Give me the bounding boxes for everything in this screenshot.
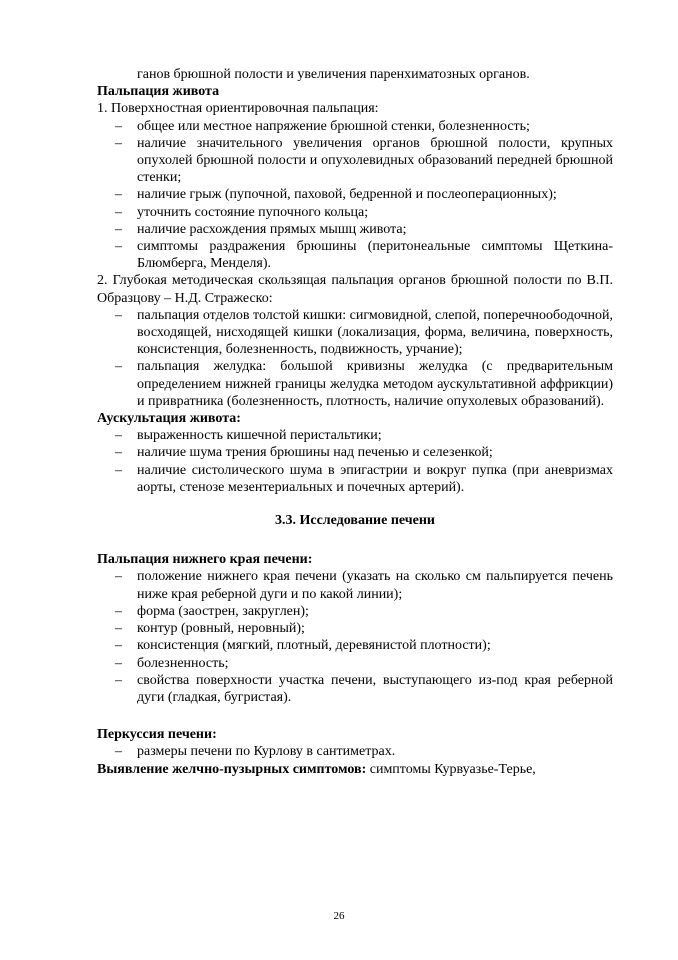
heading-auscultation: Аускультация живота: <box>97 411 241 427</box>
list-item: – общее или местное напряжение брюшной стенки, болезненность; <box>115 118 530 134</box>
paragraph-superficial: 1. Поверхностная ориентировочная пальпация: <box>97 101 379 117</box>
dash-bullet: – <box>115 603 122 619</box>
list-auscultation <box>97 427 613 496</box>
document-page <box>97 66 613 778</box>
dash-bullet: – <box>115 221 122 237</box>
dash-bullet: – <box>115 135 122 151</box>
dash-bullet: – <box>115 118 122 134</box>
dash-bullet: – <box>115 187 122 203</box>
list-item: – пальпация отделов толстой кишки: сигмовидной, слепой, поперечноободочной, восходящей, нисходящей кишки (локализация, форма, величина, поверхность, консистенция, болезненность, подвижность, урчание); <box>115 307 613 358</box>
dash-bullet: – <box>115 672 122 688</box>
list-item: – форма (заострен, закруглен); <box>115 603 309 619</box>
list-item: – болезненность; <box>115 655 229 671</box>
list-item: – размеры печени по Курлову в сантиметрах. <box>115 744 396 760</box>
list-liver-percussion <box>97 743 613 760</box>
list-item: – свойства поверхности участка печени, выступающего из-под края реберной дуги (гладкая, бугристая). <box>115 672 613 705</box>
dash-bullet: – <box>115 462 122 478</box>
gallbladder-heading: Выявление желчно-пузырных симптомов: <box>97 761 367 777</box>
list-item: – наличие значительного увеличения органов брюшной полости, крупных опухолей брюшной полости и опухолевидных образований передней брюшной стенки; <box>115 135 613 186</box>
list-deep-palpation <box>97 307 613 410</box>
list-superficial <box>97 118 613 273</box>
list-item: – уточнить состояние пупочного кольца; <box>115 204 369 220</box>
heading-liver-palpation: Пальпация нижнего края печени: <box>97 552 313 568</box>
list-item: – пальпация желудка: большой кривизны желудка (с предварительным определением нижней границы желудка методом аускультативной аффрикции) и привратника (болезненность, плотность, наличие опухолевых образований). <box>115 359 613 409</box>
dash-bullet: – <box>115 621 122 637</box>
gallbladder-text: симптомы Курвуазье-Терье, <box>366 761 536 777</box>
list-item: – наличие грыж (пупочной, паховой, бедренной и послеоперационных); <box>115 187 557 203</box>
heading-abdomen-palpation: Пальпация живота <box>97 84 220 100</box>
list-item: – выраженность кишечной перистальтики; <box>115 428 382 444</box>
dash-bullet: – <box>115 569 122 585</box>
dash-bullet: – <box>115 445 122 461</box>
paragraph-deep-palpation: 2. Глубокая методическая скользящая пальпация органов брюшной полости по В.П. Образцову – Н.Д. Стражеско: <box>97 273 613 306</box>
paragraph-gallbladder <box>97 761 613 778</box>
list-item: – симптомы раздражения брюшины (перитонеальные симптомы Щеткина-Блюмберга, Менделя). <box>115 239 613 272</box>
continued-text: ганов брюшной полости и увеличения паренхиматозных органов. <box>137 67 530 82</box>
page-number: 26 <box>333 910 345 922</box>
dash-bullet: – <box>115 307 122 323</box>
dash-bullet: – <box>115 744 122 760</box>
dash-bullet: – <box>115 428 122 444</box>
list-item: – контур (ровный, неровный); <box>115 621 305 637</box>
list-item: – наличие шума трения брюшины над печенью и селезенкой; <box>115 445 493 461</box>
list-item: – положение нижнего края печени (указать на сколько см пальпируется печень ниже края реберной дуги и по какой линии); <box>115 569 613 602</box>
list-liver-palpation <box>97 568 613 706</box>
list-item: – консистенция (мягкий, плотный, деревянистой плотности); <box>115 638 491 654</box>
dash-bullet: – <box>115 359 122 375</box>
dash-bullet: – <box>115 638 122 654</box>
dash-bullet: – <box>115 204 122 220</box>
heading-liver-percussion: Перкуссия печени: <box>97 727 217 743</box>
section-title: 3.3. Исследование печени <box>274 513 435 529</box>
dash-bullet: – <box>115 239 122 255</box>
list-item: – наличие систолического шума в эпигастрии и вокруг пупка (при аневризмах аорты, стенозе мезентериальных и почечных артерий). <box>115 462 613 495</box>
list-item: – наличие расхождения прямых мышц живота; <box>115 221 407 237</box>
dash-bullet: – <box>115 655 122 671</box>
